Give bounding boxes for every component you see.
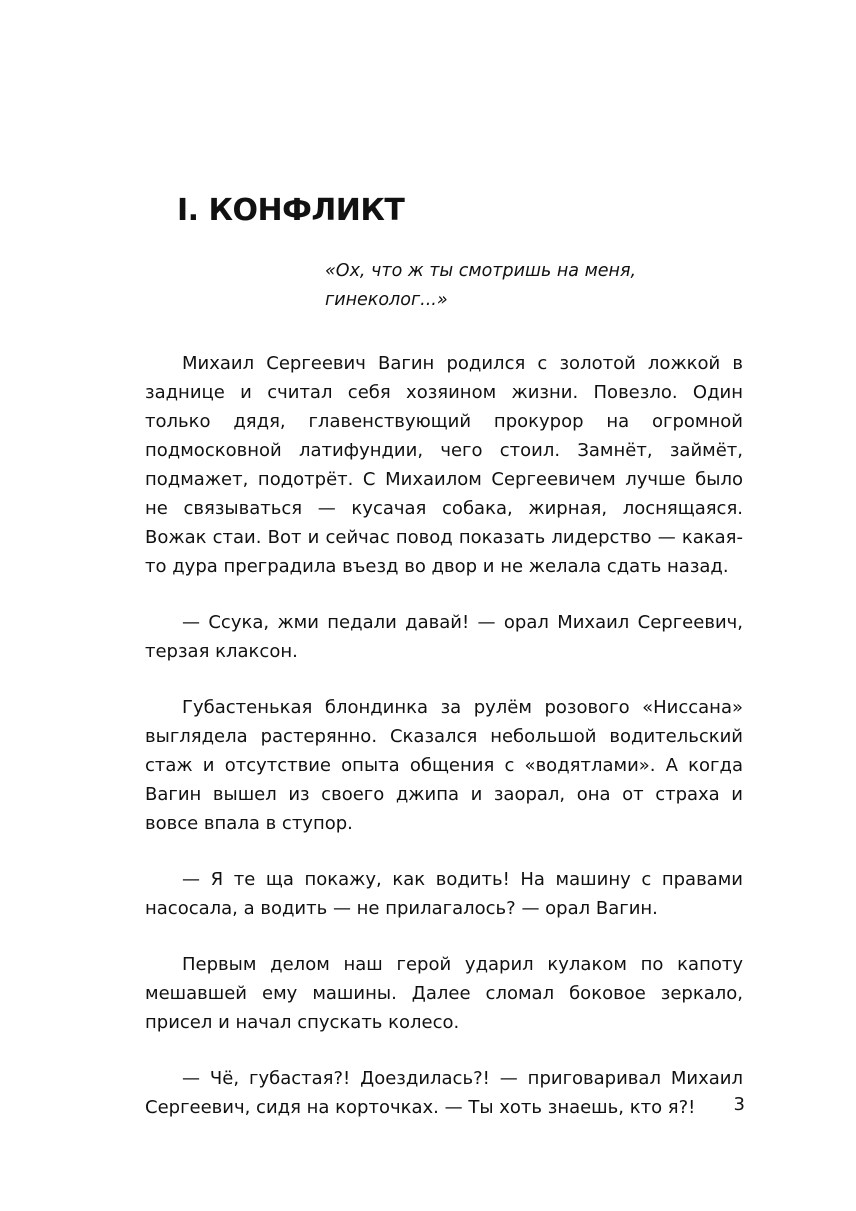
- chapter-body: [145, 349, 743, 1149]
- paragraph: — Я те ща покажу, как водить! На машину с правами насосала, а водить — не прилагалось? — орал Вагин.: [145, 869, 743, 919]
- epigraph: [325, 257, 745, 315]
- epigraph-line: «Ох, что ж ты смотришь на меня,: [325, 261, 637, 281]
- paragraph: Михаил Сергеевич Вагин родился с золотой ложкой в заднице и считал себя хозяином жизни. Повезло. Один только дядя, главенствующий прокурор на огромной подмосковной латифундии, чего стоил. Замнёт, займёт, подмажет, подотрёт. С Михаилом Сергеевичем лучше было не связываться — кусачая собака, жирная, лоснящаяся. Вожак стаи. Вот и сейчас повод показать лидерство — какая-то дура преградила въезд во двор и не желала сдать назад.: [145, 353, 743, 577]
- epigraph-line: гинеколог...»: [325, 290, 448, 310]
- paragraph: Губастенькая блондинка за рулём розового «Ниссана» выглядела растерянно. Сказался небольшой водительский стаж и отсутствие опыта общения с «водятлами». А когда Вагин вышел из своего джипа и заорал, она от страха и вовсе впала в ступор.: [145, 697, 743, 834]
- paragraph: — Чё, губастая?! Доездилась?! — приговаривал Михаил Сергеевич, сидя на корточках. — Ты хоть знаешь, кто я?!: [145, 1068, 743, 1118]
- paragraph: Первым делом наш герой ударил кулаком по капоту мешавшей ему машины. Далее сломал боковое зеркало, присел и начал спускать колесо.: [145, 954, 743, 1033]
- chapter-title: I. КОНФЛИКТ: [177, 193, 405, 228]
- page-number: 3: [733, 1094, 745, 1115]
- paragraph: — Ссука, жми педали давай! — орал Михаил Сергеевич, терзая клаксон.: [145, 612, 743, 662]
